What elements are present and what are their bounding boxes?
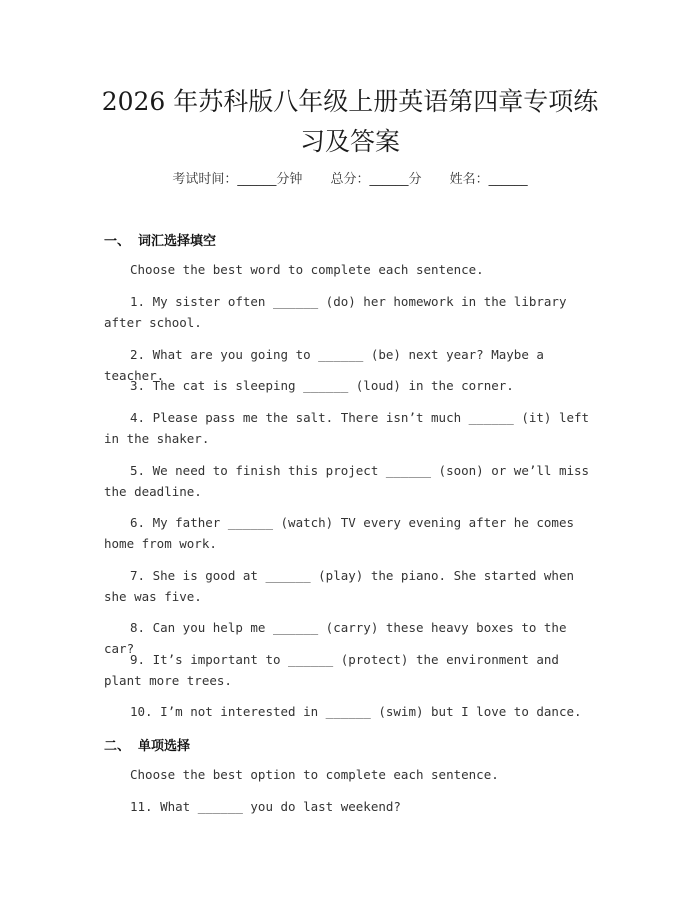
- student-name-field: 姓名：______: [449, 172, 528, 187]
- exam-total-score: 总分：______分: [330, 172, 422, 187]
- section-title: 单项选择: [138, 739, 191, 754]
- question-item: 4. Please pass me the salt. There isn’t much ______ (it) left in the shaker.: [104, 410, 590, 446]
- exam-time: 考试时间：______分钟: [172, 172, 303, 187]
- section-instruction: Choose the best word to complete each sentence.: [130, 262, 484, 277]
- question-item: 9. It’s important to ______ (protect) the environment and plant more trees.: [104, 652, 559, 688]
- exam-meta: [0, 168, 700, 187]
- question-item: 3. The cat is sleeping ______ (loud) in the corner.: [130, 378, 514, 393]
- title-line-2: 习及答案: [299, 127, 400, 156]
- section-heading-1: [104, 230, 216, 249]
- section-heading-2: [104, 735, 190, 754]
- question-item: 8. Can you help me ______ (carry) these heavy boxes to the car?: [104, 620, 567, 656]
- section-instruction: Choose the best option to complete each sentence.: [130, 767, 499, 782]
- question-item: 11. What ______ you do last weekend?: [130, 799, 401, 814]
- page-title: [60, 82, 640, 162]
- section-number: 一、: [104, 234, 131, 249]
- title-line-1: 2026 年苏科版八年级上册英语第四章专项练: [101, 87, 599, 116]
- section-number: 二、: [104, 739, 131, 754]
- question-item: 7. She is good at ______ (play) the piano. She started when she was five.: [104, 568, 575, 604]
- question-item: 2. What are you going to ______ (be) next year? Maybe a teacher.: [104, 347, 544, 383]
- question-item: 5. We need to finish this project ______ (soon) or we’ll miss the deadline.: [104, 463, 590, 499]
- question-item: 10. I’m not interested in ______ (swim) but I love to dance.: [130, 704, 582, 719]
- question-item: 6. My father ______ (watch) TV every evening after he comes home from work.: [104, 515, 575, 551]
- section-title: 词汇选择填空: [138, 234, 217, 249]
- question-item: 1. My sister often ______ (do) her homework in the library after school.: [104, 294, 567, 330]
